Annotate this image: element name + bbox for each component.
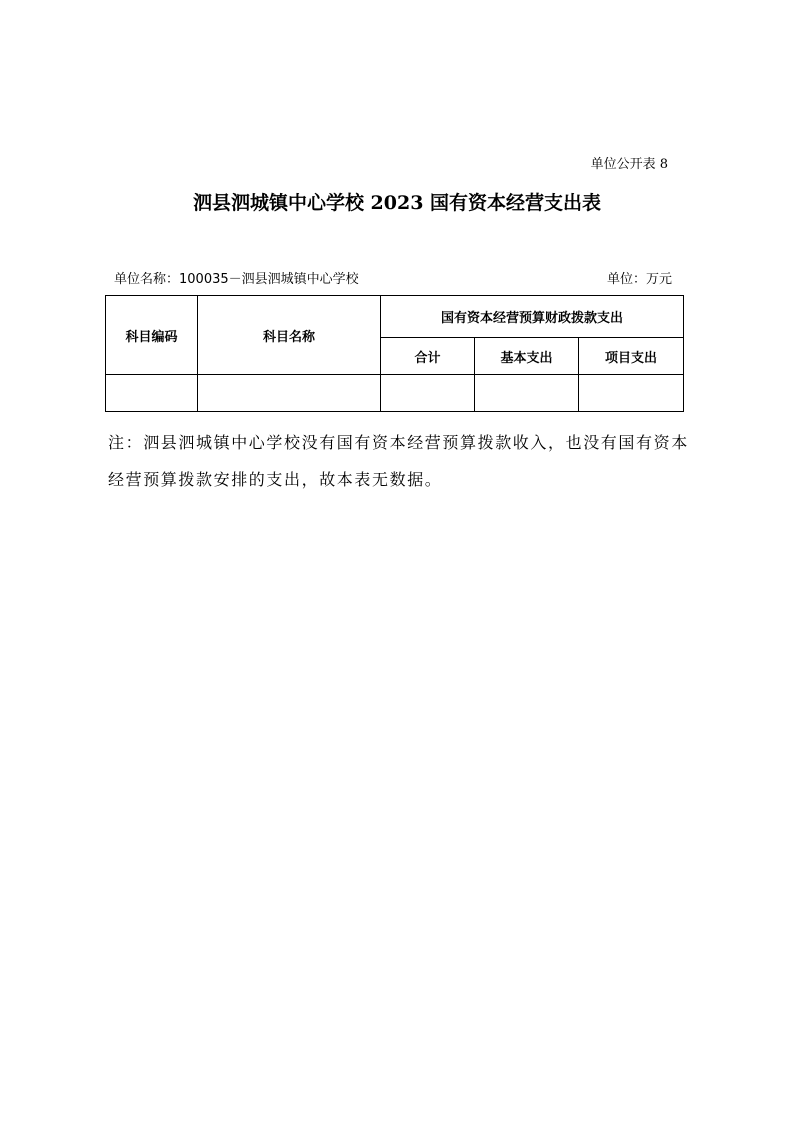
header-subject-name: 科目名称 [198,296,381,375]
unit-name: 单位名称：100035－泗县泗城镇中心学校 [114,272,359,287]
header-total: 合计 [381,338,475,375]
header-subject-code: 科目编码 [106,296,198,375]
cell-basic-expense [475,375,579,412]
header-project-expense: 项目支出 [579,338,684,375]
footnote: 注：泗县泗城镇中心学校没有国有资本经营预算拨款收入，也没有国有资本经营预算拨款安排的支出，故本表无数据。 [108,433,689,489]
unit-measure: 单位：万元 [606,272,672,287]
cell-project-expense [579,375,684,412]
page-title: 泗县泗城镇中心学校 2023 国有资本经营支出表 [192,192,602,214]
budget-table [105,295,684,412]
table-number-label: 单位公开表 8 [590,157,668,172]
header-basic-expense: 基本支出 [475,338,579,375]
header-group-allocation: 国有资本经营预算财政拨款支出 [381,296,684,338]
cell-subject-code [106,375,198,412]
cell-subject-name [198,375,381,412]
table-row [106,375,684,412]
cell-total [381,375,475,412]
